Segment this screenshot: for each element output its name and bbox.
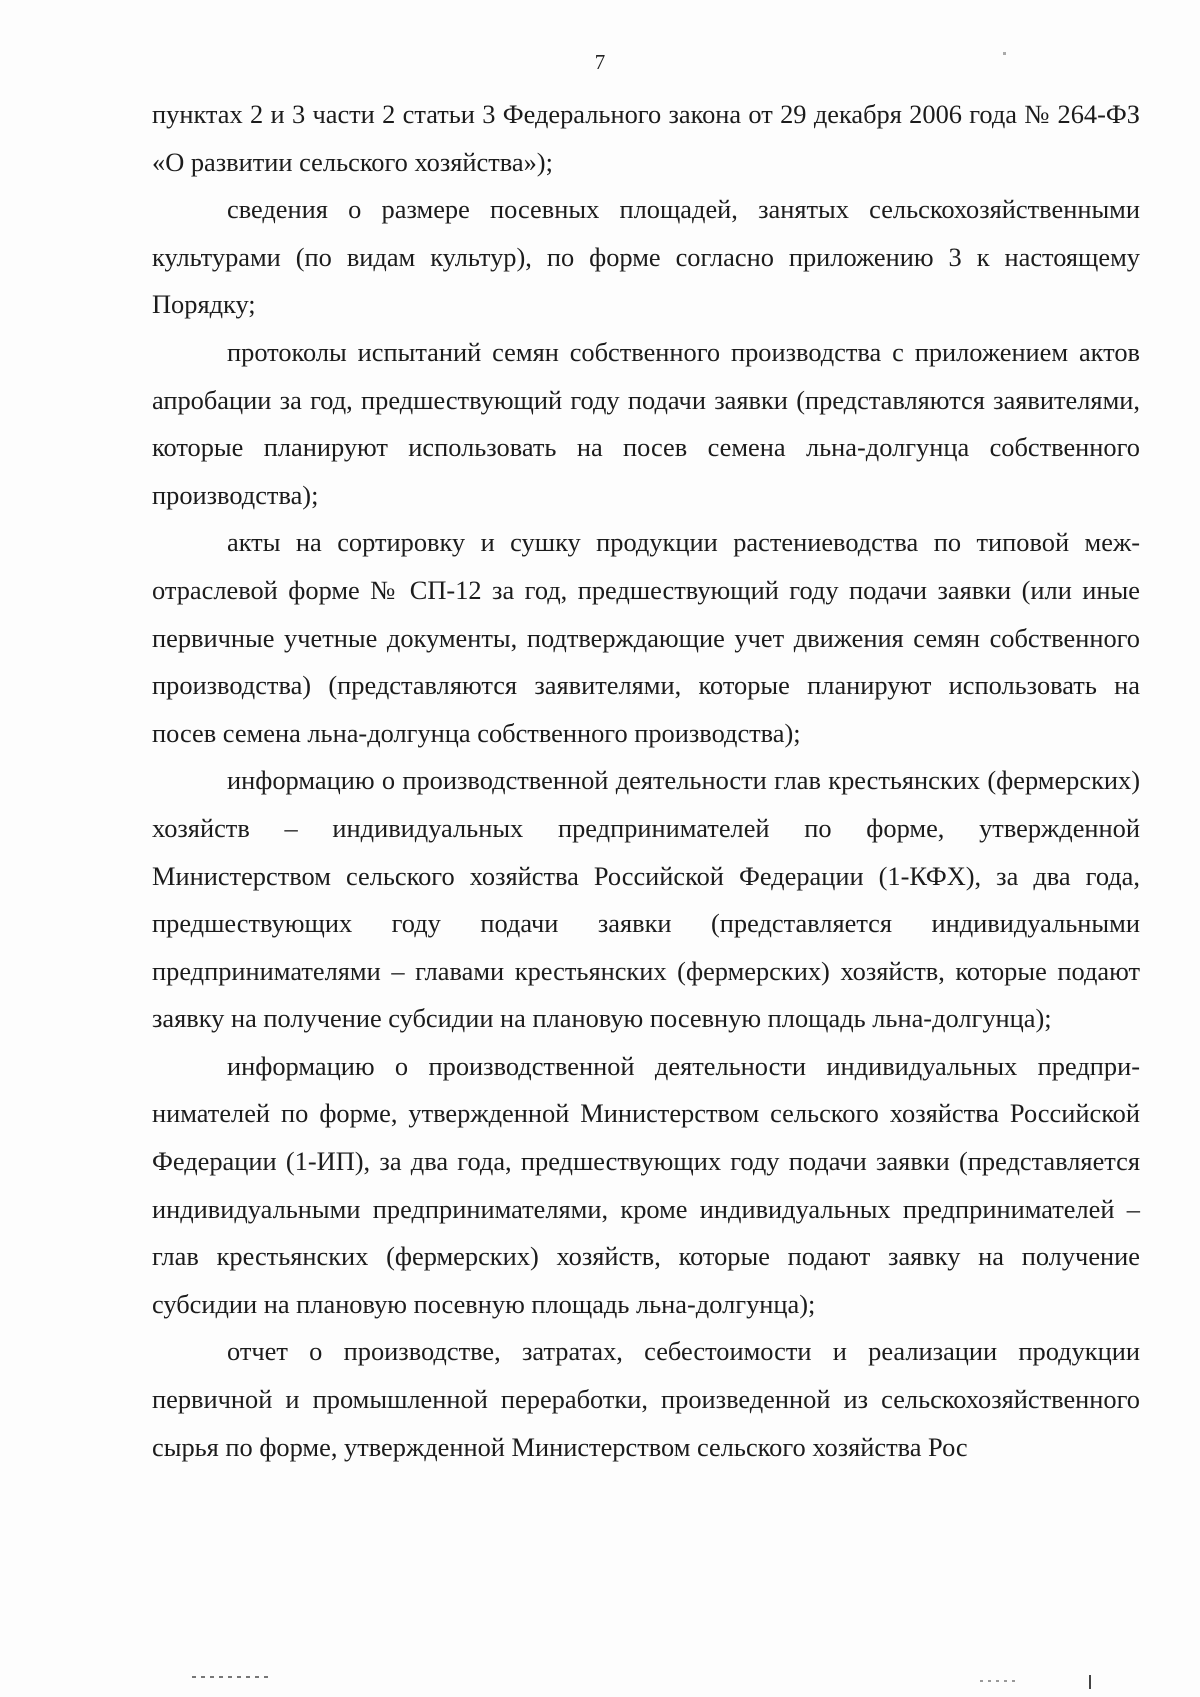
- paragraph-law-reference: пунктах 2 и 3 части 2 статьи 3 Федерального закона от 29 декабря 2006 года № 264-ФЗ «О развитии сельского хозяйства»);: [152, 99, 1140, 177]
- scan-artifact-right: [980, 1680, 1020, 1682]
- scan-artifact-left: [192, 1676, 272, 1678]
- paragraph-ip-activity-info: информацию о производственной деятельности индивидуальных предпринимателей по форме, утвержденной Министерством сельского хозяйства Российской Федерации (1-ИП), за два года, предшествующих году подачи заявки (представляется индивидуальными предпринимателями, кроме индивидуальных предпринимателей – глав крестьянских (фермерских) хозяйств, которые подают заявку на получение субсидии на плановую посевную площадь льна-долгунца);: [152, 1050, 1140, 1319]
- paragraph-sown-area-info: сведения о размере посевных площадей, занятых сельскохозяйственными культурами (по видам культур), по форме согласно приложению 3 к настоящему Порядку;: [152, 194, 1140, 320]
- paragraph-sorting-drying-acts: акты на сортировку и сушку продукции растениеводства по типовой межотраслевой форме № СП-12 за год, предшествующий году подачи заявки (или иные первичные учетные документы, подтверждающие учет движения семян собственного производства) (представляются заявителями, которые планируют использовать на посев семена льна-долгунца собственного производства);: [152, 527, 1140, 748]
- paragraph-seed-test-protocols: протоколы испытаний семян собственного производства с приложением актов апробации за год, предшествующий году подачи заявки (представляются заявителями, которые планируют использовать на посев семена льна-долгунца собственного производства);: [152, 336, 1140, 510]
- scan-speck: [1003, 52, 1006, 55]
- body-text: [152, 91, 1140, 1471]
- scan-artifact-tick: [1089, 1675, 1091, 1689]
- paragraph-production-report: отчет о производстве, затратах, себестоимости и реализации продукции первичной и промышленной переработки, произведенной из сельскохозяйственного сырья по форме, утвержденной Министерством сельского хозяйства Рос: [152, 1336, 1140, 1462]
- page-number: 7: [594, 50, 606, 74]
- paragraph-kfh-activity-info: информацию о производственной деятельности глав крестьянских (фермерских) хозяйств – индивидуальных предпринимателей по форме, утвержденной Министерством сельского хозяйства Российской Федерации (1-КФХ), за два года, предшествующих году подачи заявки (представляется индивидуальными предпринимателями – главами крестьянских (фермерских) хозяйств, которые подают заявку на получение субсидии на плановую посевную площадь льна-долгунца);: [152, 765, 1140, 1034]
